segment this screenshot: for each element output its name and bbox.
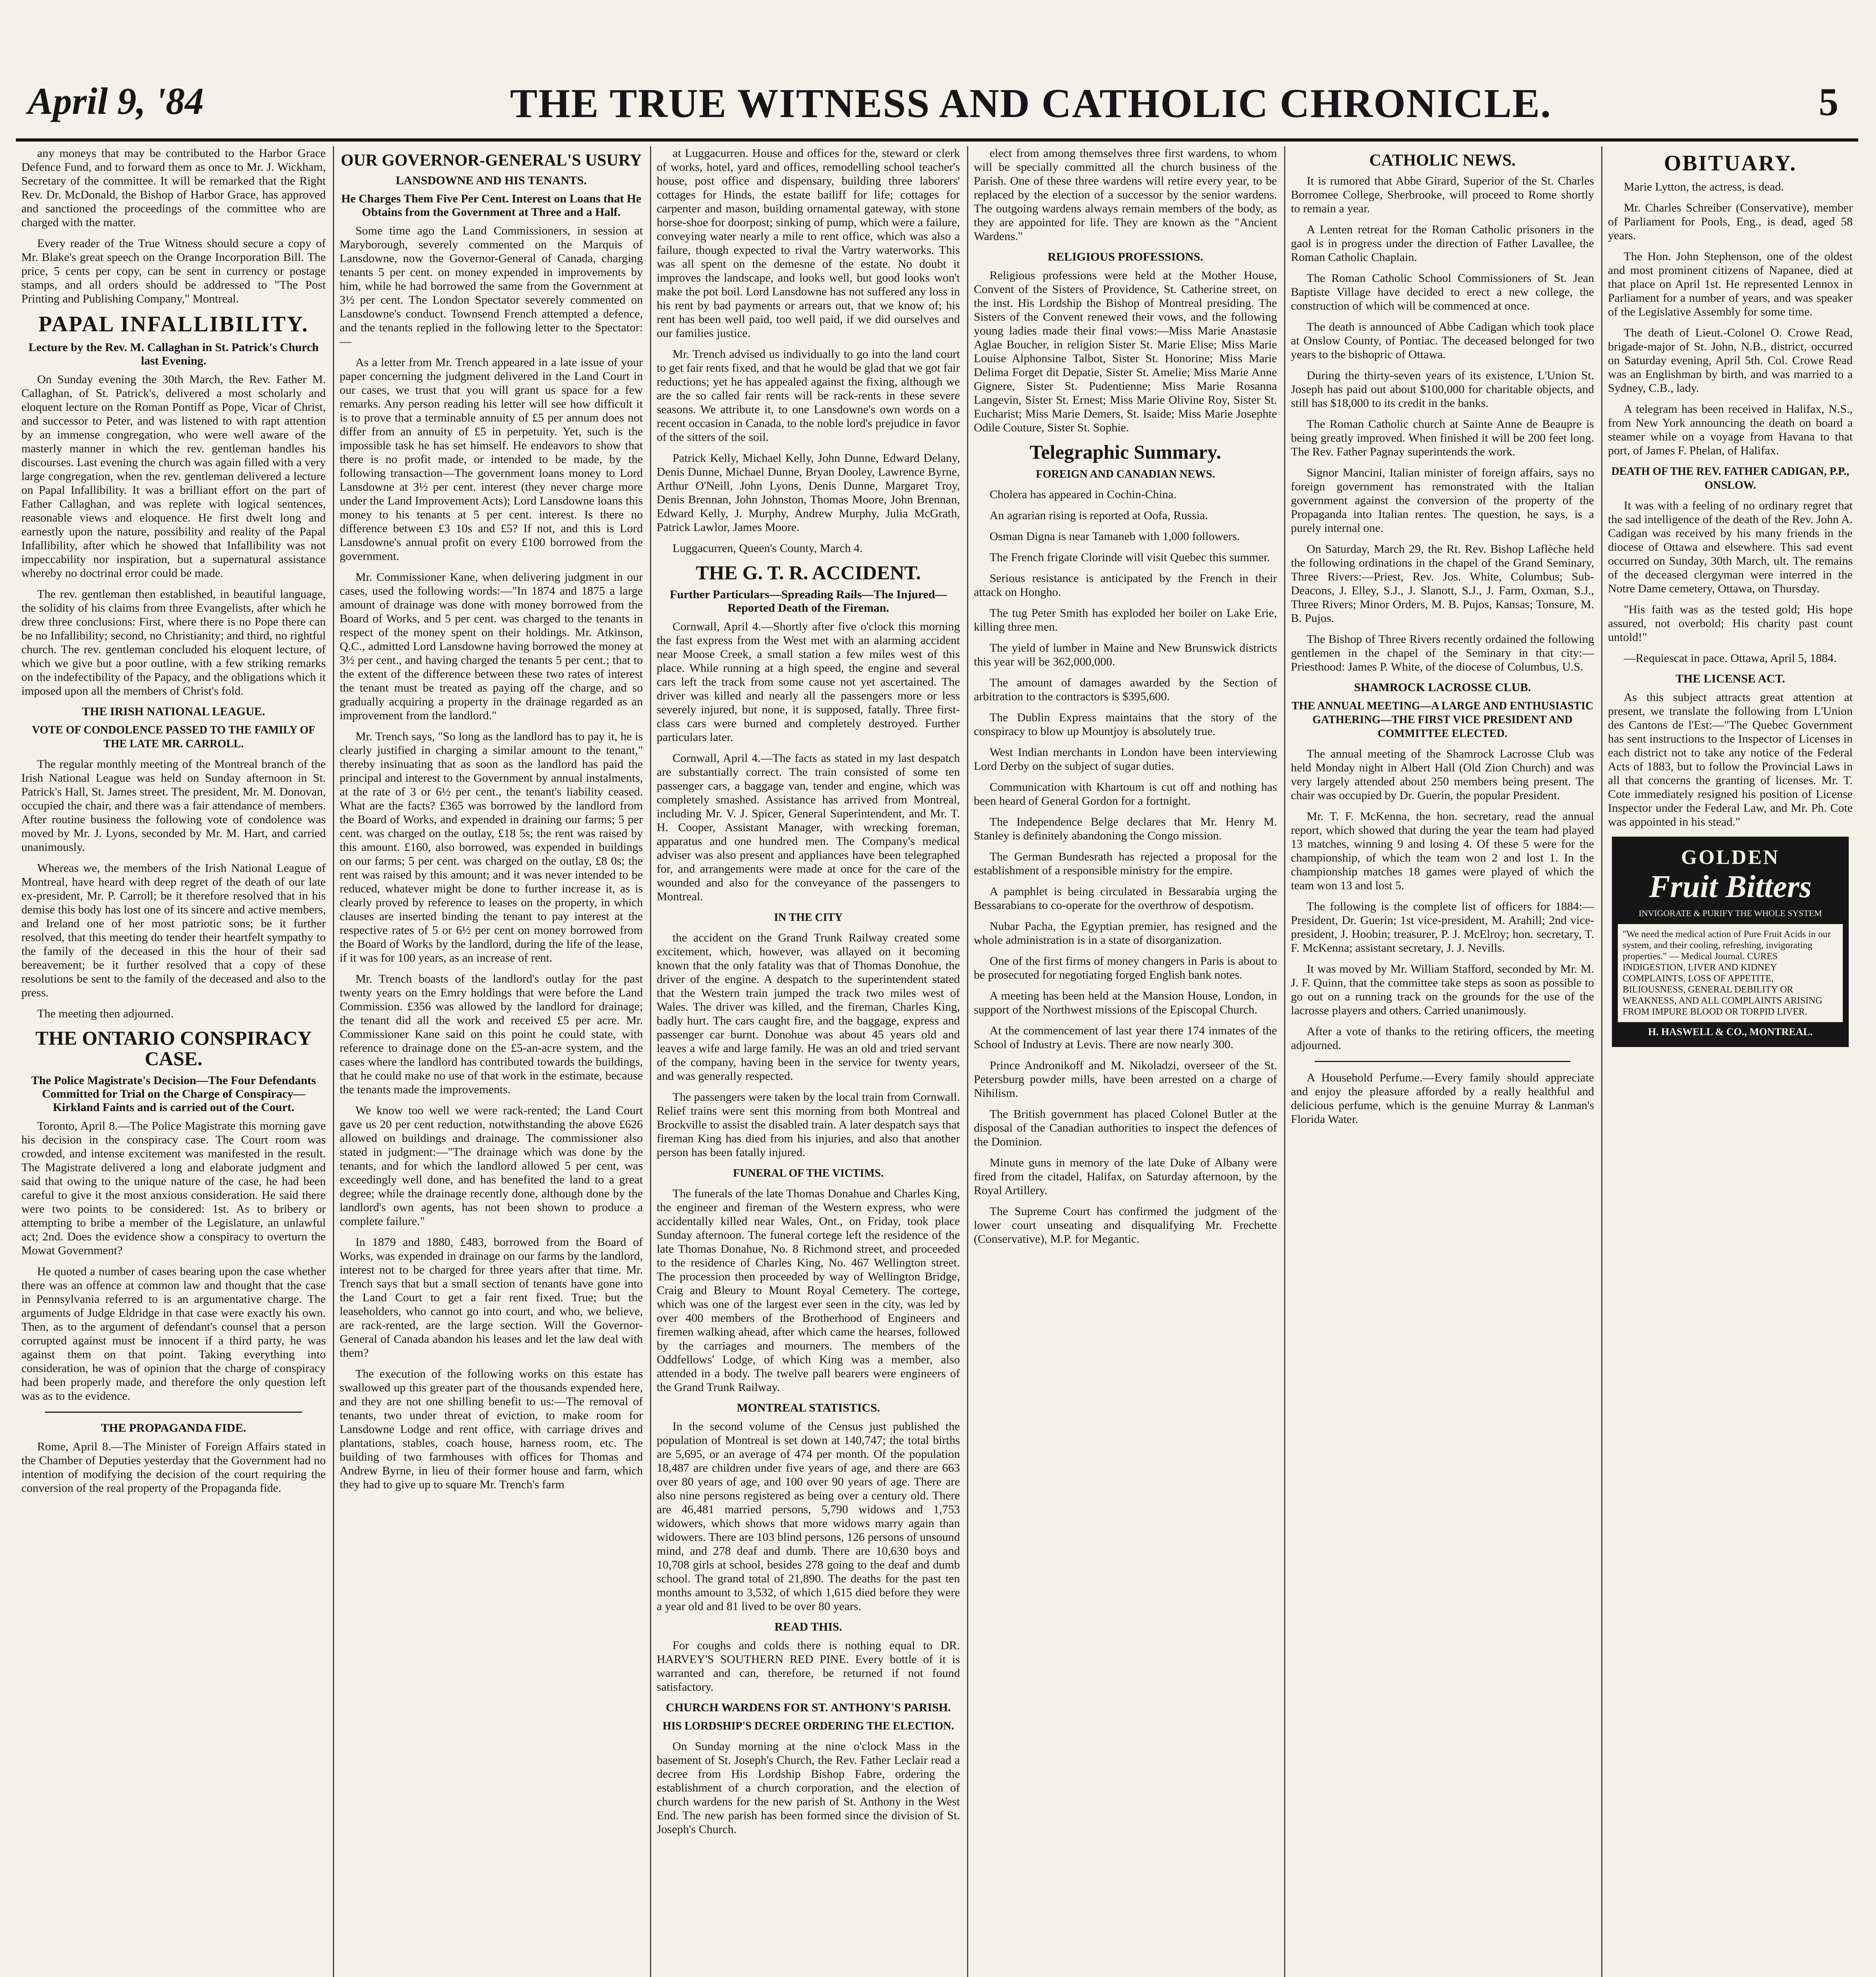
ad-body: "We need the medical action of Pure Fruit Acids in our system, and their cooling, refreshing, invigorating properties." — Medical Journal. CURES INDIGESTION, LIVER AND KIDNEY COMPLAINTS, LOSS OF APPETITE, BILIOUSNESS, GENERAL DEBILITY OR WEAKNESS, AND ALL COMPLAINTS ARISING FROM IMPURE BLOOD OR TORPID LIVER. bbox=[1618, 924, 1843, 1022]
issue-date: April 9, '84 bbox=[28, 80, 204, 122]
news-item: A Lenten retreat for the Roman Catholic prisoners in the gaol is in progress under the direction of Father Lavallee, the Roman Catholic Chaplain. bbox=[1291, 223, 1594, 264]
article-paragraph: at Luggacurren. House and offices for the, steward or clerk of works, hotel, yard and offices, remodelling school teacher's house, post office and dispensary, building three laborers' cottages for Hinds, the estate bailiff for life; cottages for carpenter and mason, building ornamental gateway, with stone horse-shoe for doorpost; sinking of pump, which were a failure, conveying water nearly a mile to rent office, which was also a failure, though expected to rival the Vartry waterworks. This was all spent on the demesne of the estate. No doubt it improves the landscape, and looks well, but good looks won't make the pot boil. Lord Lansdowne has not suffered any loss in his rent by bad payments or arrears out, that we know of; his rent has been well paid, too well paid, if we did ourselves and our families justice. bbox=[657, 147, 960, 340]
article-paragraph: Mr. T. F. McKenna, the hon. secretary, read the annual report, which showed that during the year the team had played 13 matches, winning 9 and losing 4. Of these 5 were for the championship, of which the team won 2 and lost 1. In the championship matches 18 games were played of which the team won 13 and lost 5. bbox=[1291, 810, 1594, 892]
headline-read-this: READ THIS. bbox=[774, 1620, 843, 1633]
news-item: The death of Lieut.-Colonel O. Crowe Read, brigade-major of St. John, N.B., district, occurred on Saturday evening, April 5th. Col. Crowe Read was an Englishman by birth, and was married to a Sydney, C.B., lady. bbox=[1608, 326, 1853, 395]
subheadline: LANSDOWNE AND HIS TENANTS. bbox=[396, 174, 587, 187]
article-paragraph: It was moved by Mr. William Stafford, seconded by Mr. M. J. F. Quinn, that the committee take steps as soon as possible to go out on a running track on the grounds for the use of the lacrosse players and others. Carried unanimously. bbox=[1291, 962, 1594, 1017]
article-paragraph: After a vote of thanks to the retiring officers, the meeting adjourned. bbox=[1291, 1025, 1594, 1052]
ad-title-top: GOLDEN bbox=[1681, 846, 1780, 869]
column-6 bbox=[1601, 146, 1858, 1977]
news-item: The Bishop of Three Rivers recently ordained the following gentlemen in the chapel of the Seminary in that city:—Priesthood: James P. White, of the diocese of Columbus, U.S. bbox=[1291, 633, 1594, 674]
headline-license-act: THE LICENSE ACT. bbox=[1675, 672, 1785, 685]
news-item: On Saturday, March 29, the Rt. Rev. Bishop Laflèche held the following ordinations in the chapel of the Grand Seminary, Three Rivers:—Priest, Rev. Jos. White, Columbus; Sub-Deacons, J. Elley, S.J., J. Slanott, S.J., J. Farm, Oxman, S.J., Three Rivers; Minor Orders, M. B. Pujos, Kansas; Tonsure, M. B. Pujos. bbox=[1291, 542, 1594, 625]
headline-gtr-accident: THE G. T. R. ACCIDENT. bbox=[695, 561, 921, 584]
article-paragraph: The following is the complete list of officers for 1884:—President, Dr. Guerin; 1st vice-president, M. Arahill; 2nd vice-president, J. Hoobin; treasurer, P. J. McElroy; hon. secretary, T. F. McKenna; assistant secretary, J. J. Nevills. bbox=[1291, 900, 1594, 955]
news-item: The amount of damages awarded by the Section of arbitration to the contractors is $395,600. bbox=[974, 676, 1277, 703]
headline-shamrock-lacrosse: SHAMROCK LACROSSE CLUB. bbox=[1354, 681, 1531, 694]
column-4 bbox=[967, 146, 1283, 1977]
news-item: The Supreme Court has confirmed the judgment of the lower court unseating and disqualifying Mr. Frechette (Conservative), M.P. for Megantic. bbox=[974, 1204, 1277, 1246]
subheadline: The Police Magistrate's Decision—The Four Defendants Committed for Trial on the Charge of Conspiracy—Kirkland Faints and is carried out of the Court. bbox=[31, 1074, 316, 1114]
newspaper-title: THE TRUE WITNESS AND CATHOLIC CHRONICLE. bbox=[510, 81, 1552, 126]
column-1 bbox=[16, 146, 331, 1977]
news-item: A meeting has been held at the Mansion House, London, in support of the Northwest missions of the Episcopal Church. bbox=[974, 989, 1277, 1016]
subheadline: FOREIGN AND CANADIAN NEWS. bbox=[1036, 468, 1215, 480]
headline-governor-usury: OUR GOVERNOR-GENERAL'S USURY bbox=[340, 151, 642, 170]
news-item: The German Bundesrath has rejected a proposal for the establishment of a responsible ministry for the empire. bbox=[974, 850, 1277, 877]
news-item: During the thirty-seven years of its existence, L'Union St. Joseph has paid out about $100,000 for charitable objects, and still has $18,000 to its credit in the banks. bbox=[1291, 369, 1594, 410]
subheadline: He Charges Them Five Per Cent. Interest on Loans that He Obtains from the Government at Three and a Half. bbox=[341, 192, 642, 219]
article-paragraph: In 1879 and 1880, £483, borrowed from the Board of Works, was expended in drainage on our farms by the landlord, interest not to be charged for three years after that time. Mr. Trench says that but a small section of tenants have gone into the Land Court to get a fair rent fixed. True; but the leaseholders, who cannot go into court, and who, we believe, are rack-rented, are the large section. Will the Governor-General of Canada abandon his leases and let the law deal with them? bbox=[340, 1236, 643, 1360]
news-item: The yield of lumber in Maine and New Brunswick districts this year will be 362,000,000. bbox=[974, 641, 1277, 668]
article-paragraph: elect from among themselves three first wardens, to whom will be specially committed all the church business of the Parish. One of these three wardens will retire every year, to be replaced by the election of a successor by the senior wardens. The outgoing wardens always remain members of the body, as they are appointed for life. They are known as the "Ancient Wardens." bbox=[974, 147, 1277, 243]
article-paragraph: As this subject attracts great attention at present, we translate the following from L'Union des Cantons de l'Est:—"The Quebec Government has sent instructions to the Inspector of Licenses in each district not to take any notice of the Federal Acts of 1883, but to follow the Provincial Laws in all that concerns the granting of licenses. Mr. T. Cote immediately resigned his position of License Inspector under the Federal Law, and Mr. Ph. Cote was appointed in his stead." bbox=[1608, 690, 1853, 828]
subheadline: HIS LORDSHIP'S DECREE ORDERING THE ELECTION. bbox=[663, 1720, 954, 1732]
ad-title-main: Fruit Bitters bbox=[1649, 869, 1812, 904]
news-item: At the commencement of last year there 174 inmates of the School of Industry at Levis. There are now nearly 300. bbox=[974, 1024, 1277, 1051]
news-item: Marie Lytton, the actress, is dead. bbox=[1624, 180, 1784, 193]
subheadline: DEATH OF THE REV. FATHER CADIGAN, P.P., ONSLOW. bbox=[1611, 465, 1850, 491]
article-paragraph: the accident on the Grand Trunk Railway created some excitement, which, however, was allayed on it becoming known that the only fatality was that of Thomas Donohue, the driver of the engine. A despatch to the superintendent stated that the Western train jumped the track two miles west of Wales. The driver was killed, and the fireman, Charles King, badly hurt. The cars caught fire, and the baggage, express and passenger car burnt. Donohue was about 45 years old and leaves a wife and large family. He was an old and tried servant of the company, having been in the service for twenty years, and was generally respected. bbox=[657, 931, 960, 1083]
news-item: Osman Digna is near Tamaneb with 1,000 followers. bbox=[990, 529, 1240, 543]
news-item: The Independence Belge declares that Mr. Henry M. Stanley is definitely abandoning the Congo mission. bbox=[974, 815, 1277, 842]
article-paragraph: The rev. gentleman then established, in beautiful language, the solidity of his claims from three Evangelists, after which he drew three conclusions: First, where there is no Pope there can be no Infallibility; second, no Christianity; and third, no rightful church. The rev. gentleman concluded his eloquent lecture, of which we give but a poor outline, with a few striking remarks on the indefectibility of the Papacy, and the obligations which it imposed upon all the members of Christ's fold. bbox=[21, 587, 326, 697]
masthead bbox=[16, 71, 1858, 142]
article-paragraph: The passengers were taken by the local train from Cornwall. Relief trains were sent this morning from both Montreal and Brockville to assist the disabled train. A later despatch says that fireman King has died from his injuries, and also that another person has been fatally injured. bbox=[657, 1090, 960, 1159]
headline-religious-professions: RELIGIOUS PROFESSIONS. bbox=[1047, 250, 1203, 263]
article-paragraph: The regular monthly meeting of the Montreal branch of the Irish National League was held on Sunday afternoon in St. Patrick's Hall, St. James street. The president, Mr. M. Donovan, occupied the chair, and there was a fair attendance of members. After routine business the following vote of condolence was moved by Mr. J. Lyons, seconded by Mr. M. Hart, and carried unanimously. bbox=[21, 757, 326, 854]
subheadline: Further Particulars—Spreading Rails—The Injured—Reported Death of the Fireman. bbox=[670, 588, 947, 614]
article-paragraph: Rome, April 8.—The Minister of Foreign Affairs stated in the Chamber of Deputies yesterday that the Government had no intention of modifying the decision of the court requiring the conversion of the real property of the Propaganda fide. bbox=[21, 1440, 326, 1495]
golden-fruit-bitters-ad bbox=[1612, 837, 1849, 1047]
signoff: —Requiescat in pace. Ottawa, April 5, 1884. bbox=[1624, 651, 1837, 665]
headline-montreal-statistics: MONTREAL STATISTICS. bbox=[737, 1401, 880, 1414]
article-paragraph: In the second volume of the Census just published the population of Montreal is set down at 140,747; the total births are 5,695, or an average of 474 per month. Of the population 18,487 are children under five years of age, and there are 663 over 80 years of age, and 100 over 90 years of age. There are also nine persons registered as being over a century old. There are 46,481 married persons, 5,790 widows and 1,753 widowers, which shows that more widows marry again than widowers. There are 103 blind persons, 126 persons of unsound mind, and 278 deaf and dumb. There are 10,630 boys and 10,708 girls at school, besides 278 going to the deaf and dumb school. The grand total of 21,890. The deaths for the past ten months amount to 3,532, of which 1,615 died before they were a year old and 81 lived to be over 80 years. bbox=[657, 1419, 960, 1613]
headline-obituary: OBITUARY. bbox=[1664, 151, 1797, 176]
section-label: IN THE CITY bbox=[774, 911, 843, 924]
headline-telegraphic-summary: Telegraphic Summary. bbox=[1030, 441, 1221, 463]
article-paragraph: Mr. Trench says, "So long as the landlord has to pay it, he is clearly justified in charging a similar amount to the tenant," thereby insinuating that as soon as the landlord has paid the principal and interest to the Government by annual instalments, at the rate of 3 or 6½ per cent., the tenant's liability ceased. What are the facts? £365 was borrowed by the landlord from the Board of Works, and expended in draining our farms; 5 per cent. was charged on the outlay, £18 5s; the rent was raised by this amount. £160, also borrowed, was expended in buildings on our farms; 5 per cent. was charged on the outlay, £8 0s; the rent was raised by this amount; and it was never intended to be reduced, whatever might be done to further increase it, as is clearly proved by reference to leases on the property, in which clauses are inserted binding the tenant to pay interest at the respective rates of 5 or 6½ per cent on money borrowed from the Board of Works by the landlord, during the life of the lease, if it was for 100 years, as an increase of rent. bbox=[340, 730, 643, 965]
article-paragraph: It was with a feeling of no ordinary regret that the sad intelligence of the death of the Rev. John A. Cadigan was received by his many friends in the diocese of Ottawa and elsewhere. This sad event occurred on Sunday, 30th March, ult. The remains of the deceased clergyman were interred in the Notre Dame cemetery, Ottawa, on Thursday. bbox=[1608, 499, 1853, 595]
headline-catholic-news: CATHOLIC NEWS. bbox=[1369, 151, 1516, 170]
column-3 bbox=[650, 146, 965, 1977]
article-paragraph: A Household Perfume.—Every family should appreciate and enjoy the pleasure afforded by a really healthful and delicious perfume, which is the genuine Murray & Lanman's Florida Water. bbox=[1291, 1071, 1594, 1126]
article-paragraph: As a letter from Mr. Trench appeared in a late issue of your paper concerning the judgment delivered in the Land Court in our cases, we trust that you will grant us space for a few remarks. Any person reading his letter will see how difficult it is to prove that a terminable annuity of £5 per annum does not differ from an annuity of £5 in perpetuity. Yet, such is the impossible task he has set himself. He endeavors to show that there is no profit made, or intended to be made, by the following transaction—The government loans money to Lord Lansdowne at 3½ per cent. interest (they never charge more under the Land Improvement Acts); Lord Lansdowne loans this money to his tenants at 5 per cent. interest. Is there no difference between £3 10s and £5? If not, and this is Lord Lansdowne's annual profit on every £100 borrowed from the government. bbox=[340, 356, 643, 563]
news-item: Communication with Khartoum is cut off and nothing has been heard of General Gordon for a fortnight. bbox=[974, 780, 1277, 807]
article-paragraph: On Sunday evening the 30th March, the Rev. Father M. Callaghan, of St. Patrick's, delivered a most scholarly and eloquent lecture on the Roman Pontiff as Pope, Vicar of Christ, and successor to Peter, and was listened to with rapt attention by an immense congregation, who were well aware of the masterly manner in which the rev. gentleman handles his discourses. Last evening the church was again filled with a very large congregation, when the rev. gentleman delivered a lecture on Papal Infallibility. It was a brilliant effort on the part of Father Callaghan, and was replete with logical sentences, reasonable views and eloquence. He first dwelt long and earnestly upon the nature, possibility and reality of the Papal Infallibility, after which he showed that Infallibility was not impeccability nor inspiration, but a supernatural assistance whereby no doctrinal error could be made. bbox=[21, 372, 326, 580]
news-item: The Dublin Express maintains that the story of the conspiracy to blow up Mountjoy is absolutely true. bbox=[974, 711, 1277, 738]
article-paragraph: Mr. Trench boasts of the landlord's outlay for the past twenty years on the Emry holdings that were before the Land Commission. £356 was allowed by the landlord for drainage; the tenant did all the work and received £5 per acre. Mr. Commissioner Kane said on this point he could state, with reference to drainage done on the £5-an-acre system, and the cases where the landlord has contributed towards the buildings, that he could make no use of that work in the estimate, because the tenants made the improvements. bbox=[340, 972, 643, 1096]
news-item: Cholera has appeared in Cochin-China. bbox=[990, 488, 1177, 501]
news-item: Mr. Charles Schreiber (Conservative), member of Parliament for Pools, Eng., is dead, aged 58 years. bbox=[1608, 201, 1853, 242]
headline-papal-infallibility: PAPAL INFALLIBILITY. bbox=[38, 312, 309, 336]
news-item: West Indian merchants in London have been interviewing Lord Derby on the subject of sugar duties. bbox=[974, 745, 1277, 773]
article-paragraph: Some time ago the Land Commissioners, in session at Maryborough, severely commented on the Marquis of Lansdowne, now the Governor-General of Canada, charging tenants 5 per cent. on money expended in improvements by him, while he had borrowed the same from the Government at 3½ per cent. The London Spectator severely commented on Lansdowne's conduct. Townsend French attempted a defence, and the tenants replied in the following letter to the Spectator:— bbox=[340, 224, 643, 348]
news-item: An agrarian rising is reported at Oofa, Russia. bbox=[990, 508, 1208, 522]
news-item: Prince Andronikoff and M. Nikoladzi, overseer of the St. Petersburg powder mills, have been arrested on a charge of Nihilism. bbox=[974, 1058, 1277, 1100]
headline-church-wardens: CHURCH WARDENS FOR ST. ANTHONY'S PARISH. bbox=[666, 1701, 951, 1714]
signatories: Patrick Kelly, Michael Kelly, John Dunne, Edward Delany, Denis Dunne, Michael Dunne, Bryan Dooley, Lawrence Byrne, Arthur O'Neill, John Lyons, Denis Dunne, Margaret Troy, Denis Brennan, John Johnston, Thomas Moore, John Brennan, Edward Kelly, J. Murphy, Andrew Murphy, Julia McGrath, Patrick Lawlor, James Moore. bbox=[657, 452, 960, 534]
article-paragraph: Cornwall, April 4.—Shortly after five o'clock this morning the fast express from the West met with an alarming accident near Moose Creek, a small station a few miles west of this place. While running at a high speed, the engine and several cars left the track from some cause not yet ascertained. The driver was killed and nearly all the passengers more or less severely injured, but none, it is supposed, fatally. Three first-class cars were burned and completely destroyed. Further particulars later. bbox=[657, 620, 960, 744]
news-item: Signor Mancini, Italian minister of foreign affairs, says no foreign government has remonstrated with the Italian government against the conversion of the property of the Propaganda into Italian rentes. The question, he says, is a purely internal one. bbox=[1291, 466, 1594, 535]
article-paragraph: The annual meeting of the Shamrock Lacrosse Club was held Monday night in Albert Hall (Old Zion Church) and was very largely attended about 250 members being present. The chair was occupied by Dr. Guerin, the popular President. bbox=[1291, 747, 1594, 802]
article-paragraph: Mr. Commissioner Kane, when delivering judgment in our cases, used the following words:—"In 1874 and 1875 a large amount of drainage was done with money borrowed from the Board of Works, and 5 per cent. was charged to the tenants in respect of the money spent on their holdings. Mr. Atkinson, Q.C., admitted Lord Lansdowne having borrowed the money at 3½ per cent., and having charged the tenants 5 per cent.; that to the extent of the difference between these two rates of interest the tenant must be treated as paying off the charge, and so gradually acquiring a property in the drainage regarded as an improvement from the landlord." bbox=[340, 571, 643, 722]
verse: "His faith was as the tested gold; His hope assured, not overbold; His charity past count untold!" bbox=[1608, 603, 1853, 644]
subheadline: THE ANNUAL MEETING—A LARGE AND ENTHUSIASTIC GATHERING—THE FIRST VICE PRESIDENT AND COMMITTEE ELECTED. bbox=[1291, 700, 1594, 740]
divider bbox=[45, 1412, 302, 1413]
subheadline: Lecture by the Rev. M. Callaghan in St. Patrick's Church last Evening. bbox=[28, 340, 319, 367]
column-2 bbox=[333, 146, 648, 1977]
article-paragraph: Cornwall, April 4.—The facts as stated in my last despatch are substantially correct. The train consisted of some ten passenger cars, a baggage van, tender and engine, which was completely smashed. Assistance has arrived from Montreal, including Mr. V. J. Spicer, General Superintendent, and Mr. T. H. Cooper, Assistant Manager, with wrecking foreman, apparatus and one hundred men. The Company's medical adviser was also present and appliances have been telegraphed for, and arrangements were made at once for the care of the wounded and also for the conveyance of the passengers to Montreal. bbox=[657, 751, 960, 903]
news-item: The death is announced of Abbe Cadigan which took place at Onslow County, of Pontiac. The deceased belonged for two years to the bishopric of Ottawa. bbox=[1291, 320, 1594, 361]
article-paragraph: Whereas we, the members of the Irish National League of Montreal, have heard with deep regret of the death of our late ex-president, Mr. P. Carroll; be it therefore resolved that in his demise this body has lost one of its sincere and active members, and Ireland one of her most patriotic sons; be it further resolved, that this meeting do tender their heartfelt sympathy to the family of the deceased in this the hour of their sad bereavement; be it further resolved that a copy of these resolutions be sent to the family of the deceased and also to the press. bbox=[21, 861, 326, 999]
news-item: Serious resistance is anticipated by the French in their attack on Hongho. bbox=[974, 571, 1277, 599]
divider bbox=[1315, 1061, 1570, 1062]
headline-irish-national-league: THE IRISH NATIONAL LEAGUE. bbox=[82, 705, 265, 718]
page-number: 5 bbox=[1819, 80, 1838, 124]
headline-ontario-conspiracy: THE ONTARIO CONSPIRACY CASE. bbox=[35, 1026, 312, 1070]
article-paragraph: For coughs and colds there is nothing equal to DR. HARVEY'S SOUTHERN RED PINE. Every bottle of it is warranted and can, therefore, be returned if not found satisfactory. bbox=[657, 1639, 960, 1693]
news-item: A pamphlet is being circulated in Bessarabia urging the Bessarabians to co-operate for the overthrow of despotism. bbox=[974, 885, 1277, 912]
news-item: The Roman Catholic School Commissioners of St. Jean Baptiste Village have decided to erect a new college, the construction of which will be commenced at once. bbox=[1291, 272, 1594, 313]
headline-propaganda-fide: THE PROPAGANDA FIDE. bbox=[101, 1421, 246, 1435]
news-item: It is rumored that Abbe Girard, Superior of the St. Charles Borromee College, Sherbrooke, will proceed to Rome shortly to remain a year. bbox=[1291, 174, 1594, 215]
article-paragraph: On Sunday morning at the nine o'clock Mass in the basement of St. Joseph's Church, the Rev. Father Leclair read a decree from His Lordship Bishop Fabre, ordering the establishment of a church corporation, and the election of church wardens for the new parish of St. Anthony in the West End. The new parish has been formed since the division of St. Joseph's Church. bbox=[657, 1739, 960, 1836]
news-item: One of the first firms of money changers in Paris is about to be prosecuted for negotiating forged English bank notes. bbox=[974, 954, 1277, 981]
ad-footer: H. HASWELL & CO., MONTREAL. bbox=[1648, 1026, 1813, 1038]
column-5 bbox=[1284, 146, 1600, 1977]
news-item: The Roman Catholic church at Sainte Anne de Beaupre is being greatly improved. When finished it will be 200 feet long. The Rev. Father Pagnay superintends the work. bbox=[1291, 418, 1594, 459]
article-paragraph: any moneys that may be contributed to the Harbor Grace Defence Fund, and to forward them as once to Mr. J. Wickham, Secretary of the committee. It will be remarked that the Right Rev. Dr. McDonald, the Bishop of Harbor Grace, has approved and sanctioned the proceedings of the committee who are charged with the matter. bbox=[21, 147, 326, 229]
news-item: The French frigate Clorinde will visit Quebec this summer. bbox=[990, 550, 1270, 564]
article-paragraph: Mr. Trench advised us individually to go into the land court to get fair rents fixed, and that he would be glad that we got fair reductions; yet he has appealed against the fixing, although we are the so called fair rents will be rack-rents in these severe seasons. We attribute it, to one Lansdowne's own words on a recent occasion in Canada, to the noble lord's prejudice in favor of the sitters of the soil. bbox=[657, 348, 960, 444]
article-paragraph: We know too well we were rack-rented; the Land Court gave us 20 per cent reduction, notwithstanding the above £626 allowed on buildings and drainage. The commissioner also stated in judgment:—"The drainage which was done by the tenants, and for which the landlord allowed 5 per cent, was exceedingly well done, and has benefited the land to a great degree; while the drainage recently done, although done by the landlord's own agents, has not been shown to produce a complete failure." bbox=[340, 1104, 643, 1228]
ad-tagline: INVIGORATE & PURIFY THE WHOLE SYSTEM bbox=[1638, 908, 1822, 918]
news-item: A telegram has been received in Halifax, N.S., from New York announcing the death on board a steamer while on a voyage from Havana to that port, of James F. Phelan, of Halifax. bbox=[1608, 402, 1853, 457]
news-item: Nubar Pacha, the Egyptian premier, has resigned and the whole administration is in a state of disorganization. bbox=[974, 919, 1277, 947]
article-paragraph: He quoted a number of cases bearing upon the case whether there was an offence at common law and thought that the case in Pennsylvania referred to is an argumentative charge. The arguments of Judge Eldridge in that case were exactly his own. Then, as to the argument of defendant's counsel that a person corrupted against must be innocent if a third party, he was against them on that point. Taking everything into consideration, he was of opinion that the charge of conspiracy had been properly made, and therefore the only question left was as to the evidence. bbox=[21, 1264, 326, 1402]
news-item: The tug Peter Smith has exploded her boiler on Lake Erie, killing three men. bbox=[974, 606, 1277, 633]
subheadline: VOTE OF CONDOLENCE PASSED TO THE FAMILY OF THE LATE MR. CARROLL. bbox=[32, 724, 316, 750]
dateline: Luggacurren, Queen's County, March 4. bbox=[673, 542, 863, 555]
article-paragraph: Every reader of the True Witness should secure a copy of Mr. Blake's great speech on the Orange Incorporation Bill. The price, 5 cents per copy, can be sent in currency or postage stamps, and all orders should be addressed to "The Post Printing and Publishing Company," Montreal. bbox=[21, 237, 326, 305]
section-label: FUNERAL OF THE VICTIMS. bbox=[733, 1167, 884, 1179]
article-paragraph: The meeting then adjourned. bbox=[37, 1007, 174, 1020]
article-paragraph: The funerals of the late Thomas Donahue and Charles King, the engineer and fireman of the Western express, who were accidentally killed near Wales, Ont., on Friday, took place Sunday afternoon. The funeral cortege left the residence of the late Thomas Donahue, No. 8 Richmond street, and proceeded to the residence of Charles King, No. 467 Wellington street. The procession then proceeded by way of Wellington Bridge, Craig and Bleury to Mount Royal Cemetery. The cortege, which was one of the largest ever seen in the city, was led by over 400 members of the Brotherhood of Engineers and firemen walking ahead, after which came the hearses, followed by the carriages and mourners. The members of the Oddfellows' Lodge, of which King was a member, also attended in a body. The twelve pall bearers were engineers of the Grand Trunk Railway. bbox=[657, 1187, 960, 1394]
news-item: The British government has placed Colonel Butler at the disposal of the Canadian authorities to inspect the defences of the Dominion. bbox=[974, 1107, 1277, 1148]
article-paragraph: Toronto, April 8.—The Police Magistrate this morning gave his decision in the conspiracy case. The Court room was crowded, and intense excitement was manifested in the result. The Magistrate delivered a long and elaborate judgment and said that owing to the unique nature of the case, he had been careful to give it the most anxious consideration. He said there were two points to be considered: 1st. As to bribery or attempting to bribe a member of the Legislature, an unlawful act; 2nd. Does the evidence show a conspiracy to overturn the Mowat Government? bbox=[21, 1119, 326, 1257]
article-paragraph: Religious professions were held at the Mother House, Convent of the Sisters of Providence, St. Catherine street, on the inst. His Lordship the Bishop of Montreal presiding. The Sisters of the Convent renewed their vows, and the following young ladies made their final vows:—Miss Marie Anastasie Aglae Boucher, in religion Sister St. Marie Elise; Miss Marie Louise Alphonsine Talbot, Sister St. Honorine; Miss Marie Delima Forget dit Depatie, Sister St. Amelie; Miss Marie Anne Gignere, Sister St. Pudentienne; Miss Marie Rosanna Langevin, Sister St. Ernest; Miss Marie Olivine Roy, Sister St. Eucharist; Miss Marie Demers, St. Isaide; Miss Marie Josephte Odile Couture, Sister St. Sophie. bbox=[974, 269, 1277, 434]
news-item: Minute guns in memory of the late Duke of Albany were fired from the citadel, Halifax, on Saturday afternoon, by the Royal Artillery. bbox=[974, 1156, 1277, 1197]
news-item: The Hon. John Stephenson, one of the oldest and most prominent citizens of Napanee, died at that place on April 1st. He represented Lennox in Parliament for a number of years, and was speaker of the Legislative Assembly for some time. bbox=[1608, 249, 1853, 318]
article-paragraph: The execution of the following works on this estate has swallowed up this greater part of the thousands expended here, and they are not one shilling benefit to us:—The removal of tenants, two under threat of eviction, to make room for Lansdowne Lodge and rent office, with carriage drives and plantations, stables, coach house, harness room, etc. The building of two farmhouses with offices for Thomas and Andrew Byrne, in lieu of their former house and farm, which they had to give up to square Mr. Trench's farm bbox=[340, 1367, 643, 1491]
